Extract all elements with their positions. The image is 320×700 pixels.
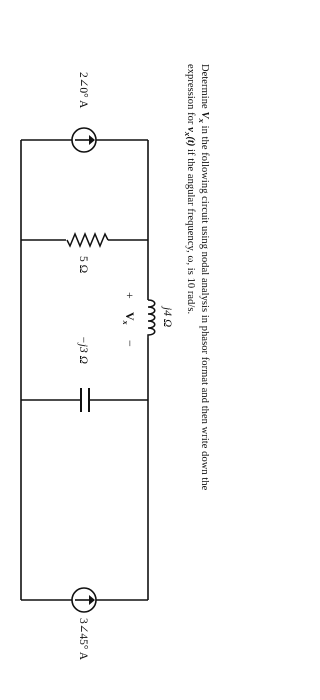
- vx-minus-sign: −: [123, 340, 137, 347]
- source-right-label: 3∠45° A: [77, 618, 89, 661]
- problem-text: Determine: [199, 64, 210, 112]
- vx-plus-sign: +: [123, 292, 137, 299]
- problem-text: if the angular frequency, ω, is 10 rad/s.: [185, 146, 196, 315]
- variable-vx-t: $v_x(t)$: [182, 127, 196, 147]
- variable-vx: $V_x$: [196, 111, 210, 123]
- resistor-label: 5 Ω: [77, 256, 89, 274]
- vx-label: $V_x$: [121, 312, 137, 325]
- capacitor-label: −j3 Ω: [77, 336, 89, 364]
- current-source-right: [72, 588, 96, 612]
- resistor-symbol: [67, 234, 108, 246]
- capacitor-symbol: [81, 388, 89, 412]
- inductor-label: j4 Ω: [161, 307, 173, 328]
- current-source-left: [72, 128, 96, 152]
- problem-text: expression for: [185, 64, 196, 128]
- source-left-label: 2∠0° A: [77, 72, 89, 109]
- problem-text: in the following circuit using nodal analysis in phasor format and then write down the: [199, 122, 210, 491]
- inductor-symbol: [148, 300, 155, 338]
